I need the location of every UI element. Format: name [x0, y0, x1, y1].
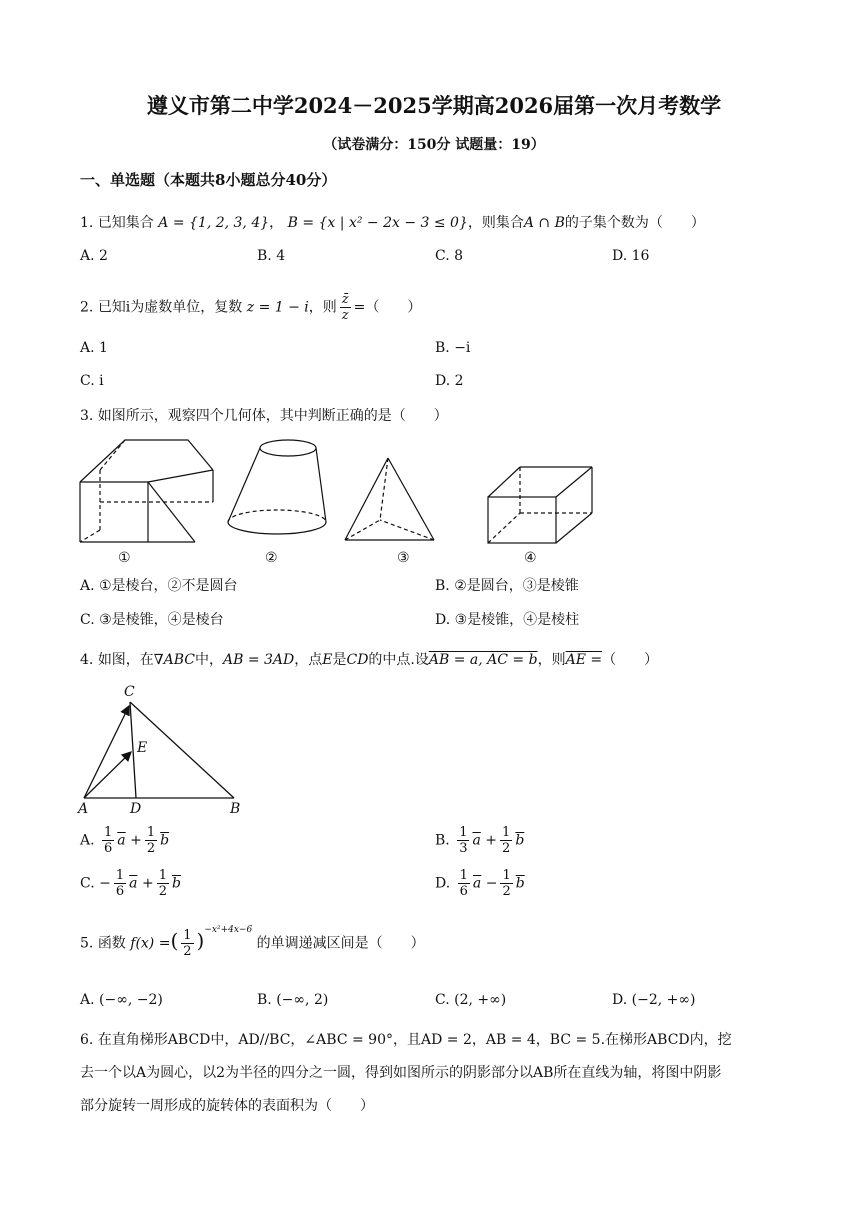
- exam-title: 遵义市第二中学2024－2025学期高2026届第一次月考数学: [146, 93, 722, 118]
- q1-option-a[interactable]: A. 2: [80, 248, 108, 264]
- q4-option-a[interactable]: A. $\frac{1}{6}$ $\overline{a}$ + $\frac{1}{2}$ $\overline{b}$: [80, 825, 170, 856]
- q1-text-post: ，则集合: [467, 215, 524, 231]
- q1-option-d[interactable]: D. 16: [612, 248, 650, 264]
- q2-option-a[interactable]: A. 1: [80, 340, 108, 356]
- q3-solids-figure: [70, 430, 710, 570]
- fig-label-c: C: [124, 684, 135, 700]
- q1-intersection: A ∩ B: [523, 215, 565, 231]
- fig-label-a: A: [78, 801, 89, 817]
- question-4: [80, 650, 658, 670]
- vector-ac: [84, 706, 129, 798]
- solid-4-prism: [488, 467, 592, 543]
- q6-line-2: 去一个以A为圆心，以2为半径的四分之一圆，得到如图所示的阴影部分以AB所在直线为轴，将图中阴影: [80, 1065, 722, 1081]
- q1-set-a: A = {1, 2, 3, 4}: [158, 215, 270, 231]
- q5-text-tail: 的单调递减区间是（ ）: [256, 935, 425, 952]
- q1-option-b[interactable]: B. 4: [257, 248, 286, 264]
- q4-segment: CD: [346, 652, 369, 668]
- q2-number: 2.: [80, 299, 94, 316]
- q1-text-tail: 的子集个数为（ ）: [564, 215, 705, 231]
- exam-subtitle: （试卷满分：150分 试题量：19）: [323, 137, 545, 153]
- q2-fraction: [340, 292, 351, 323]
- q2-text-tail: =（ ）: [353, 299, 422, 316]
- q5-number: 5.: [80, 935, 94, 952]
- section-heading: 一、单选题（本题共8小题总分40分）: [80, 171, 337, 189]
- q5-option-b[interactable]: B. (−∞, 2): [257, 992, 329, 1008]
- q3-option-d[interactable]: D. ③是棱锥，④是棱柱: [435, 612, 580, 628]
- q4-option-d[interactable]: D. $\frac{1}{6}$ $\overline{a}$ − $\frac{1}{2}$ $\overline{b}$: [435, 868, 525, 899]
- q5-exponent: −x²+4x−6: [204, 924, 253, 935]
- q3-option-a[interactable]: A. ①是棱台，②不是圆台: [80, 578, 238, 594]
- vector-ae: [84, 752, 131, 798]
- q4-text-tail: （ ）: [602, 652, 659, 668]
- question-2: [80, 292, 421, 323]
- question-6: [80, 1024, 792, 1123]
- question-1: 1. 已知集合 A = {1, 2, 3, 4}， B = {x | x² − 2x − 3 ≤ 0}，则集合A ∩ B的子集个数为（ ）: [80, 215, 705, 231]
- q5-option-c[interactable]: C. (2, +∞): [435, 992, 507, 1008]
- q3-option-c[interactable]: C. ③是棱锥，④是棱台: [80, 612, 224, 628]
- fig-label-b: B: [230, 801, 241, 817]
- q3-label-4: ④: [524, 550, 537, 566]
- segment-cd: [130, 702, 136, 798]
- q1-set-b: B = {x | x² − 2x − 3 ≤ 0}: [287, 215, 468, 231]
- q4-text-pre: 如图，在∇: [97, 652, 164, 668]
- q2-option-d[interactable]: D. 2: [435, 373, 464, 389]
- fig-label-e: E: [137, 740, 148, 756]
- solid-3-pyramid: [345, 458, 434, 540]
- q2-fraction-denominator: z: [341, 308, 349, 323]
- q4-text-mid1: 中，: [194, 652, 223, 668]
- q4-text-mid3: 是: [332, 652, 347, 668]
- solid-1-prism: [80, 440, 213, 542]
- q5-text-pre: 函数: [97, 935, 126, 952]
- q4-option-c[interactable]: C. − $\frac{1}{6}$ $\overline{a}$ + $\frac{1}{2}$ $\overline{b}$: [80, 868, 181, 899]
- q4-equation: AB = 3AD: [222, 652, 295, 668]
- q2-expression: z = 1 − i: [246, 299, 309, 316]
- q3-label-2: ②: [265, 550, 278, 566]
- q3-label-1: ①: [118, 550, 131, 566]
- q4-triangle-figure: [72, 682, 262, 817]
- q5-base: $\frac{1}{2}$: [183, 928, 192, 959]
- q4-text-mid4: 的中点.设: [368, 652, 429, 668]
- q4-text-mid5: ，则: [537, 652, 566, 668]
- q1-text-pre: 已知集合: [97, 215, 154, 231]
- q2-option-c[interactable]: C. i: [80, 373, 104, 389]
- q4-number: 4.: [80, 652, 94, 668]
- q6-line-1: 6. 在直角梯形ABCD中，AD//BC，∠ABC = 90°，且AD = 2，AB = 4，BC = 5.在梯形ABCD内，挖: [80, 1032, 732, 1048]
- q4-vector-ae: AE =: [565, 652, 603, 668]
- q4-point-e: E: [322, 652, 333, 668]
- q3-option-b[interactable]: B. ②是圆台，③是棱锥: [435, 578, 579, 594]
- question-5: 5. 函数 f(x) =( $\frac{1}{2}$ )$^{-x^2+4x-6}$ 的单调递减区间是（ ）: [80, 924, 425, 959]
- q4-vectors: AB = a, AC = b: [428, 652, 538, 668]
- q4-text-mid2: ，点: [294, 652, 323, 668]
- question-3: 3. 如图所示，观察四个几何体，其中判断正确的是（ ）: [80, 408, 448, 424]
- q5-option-a[interactable]: A. (−∞, −2): [80, 992, 163, 1008]
- q4-triangle: ABC: [163, 652, 195, 668]
- q2-text-pre: 已知i为虚数单位，复数: [97, 299, 243, 316]
- q5-function: f(x) =: [130, 935, 171, 952]
- q1-number: 1.: [80, 215, 94, 231]
- q2-text-mid: ，则: [308, 299, 337, 316]
- q4-option-b[interactable]: B. $\frac{1}{3}$ $\overline{a}$ + $\frac{1}{2}$ $\overline{b}$: [435, 825, 525, 856]
- q2-option-b[interactable]: B. −i: [435, 340, 471, 356]
- fig-label-d: D: [130, 801, 142, 817]
- q5-option-d[interactable]: D. (−2, +∞): [612, 992, 696, 1008]
- q1-option-c[interactable]: C. 8: [435, 248, 464, 264]
- q2-fraction-numerator: z̄: [341, 292, 349, 307]
- q6-line-3: 部分旋转一周形成的旋转体的表面积为（ ）: [80, 1098, 374, 1114]
- solid-2-frustum: [228, 440, 326, 534]
- q3-label-3: ③: [397, 550, 410, 566]
